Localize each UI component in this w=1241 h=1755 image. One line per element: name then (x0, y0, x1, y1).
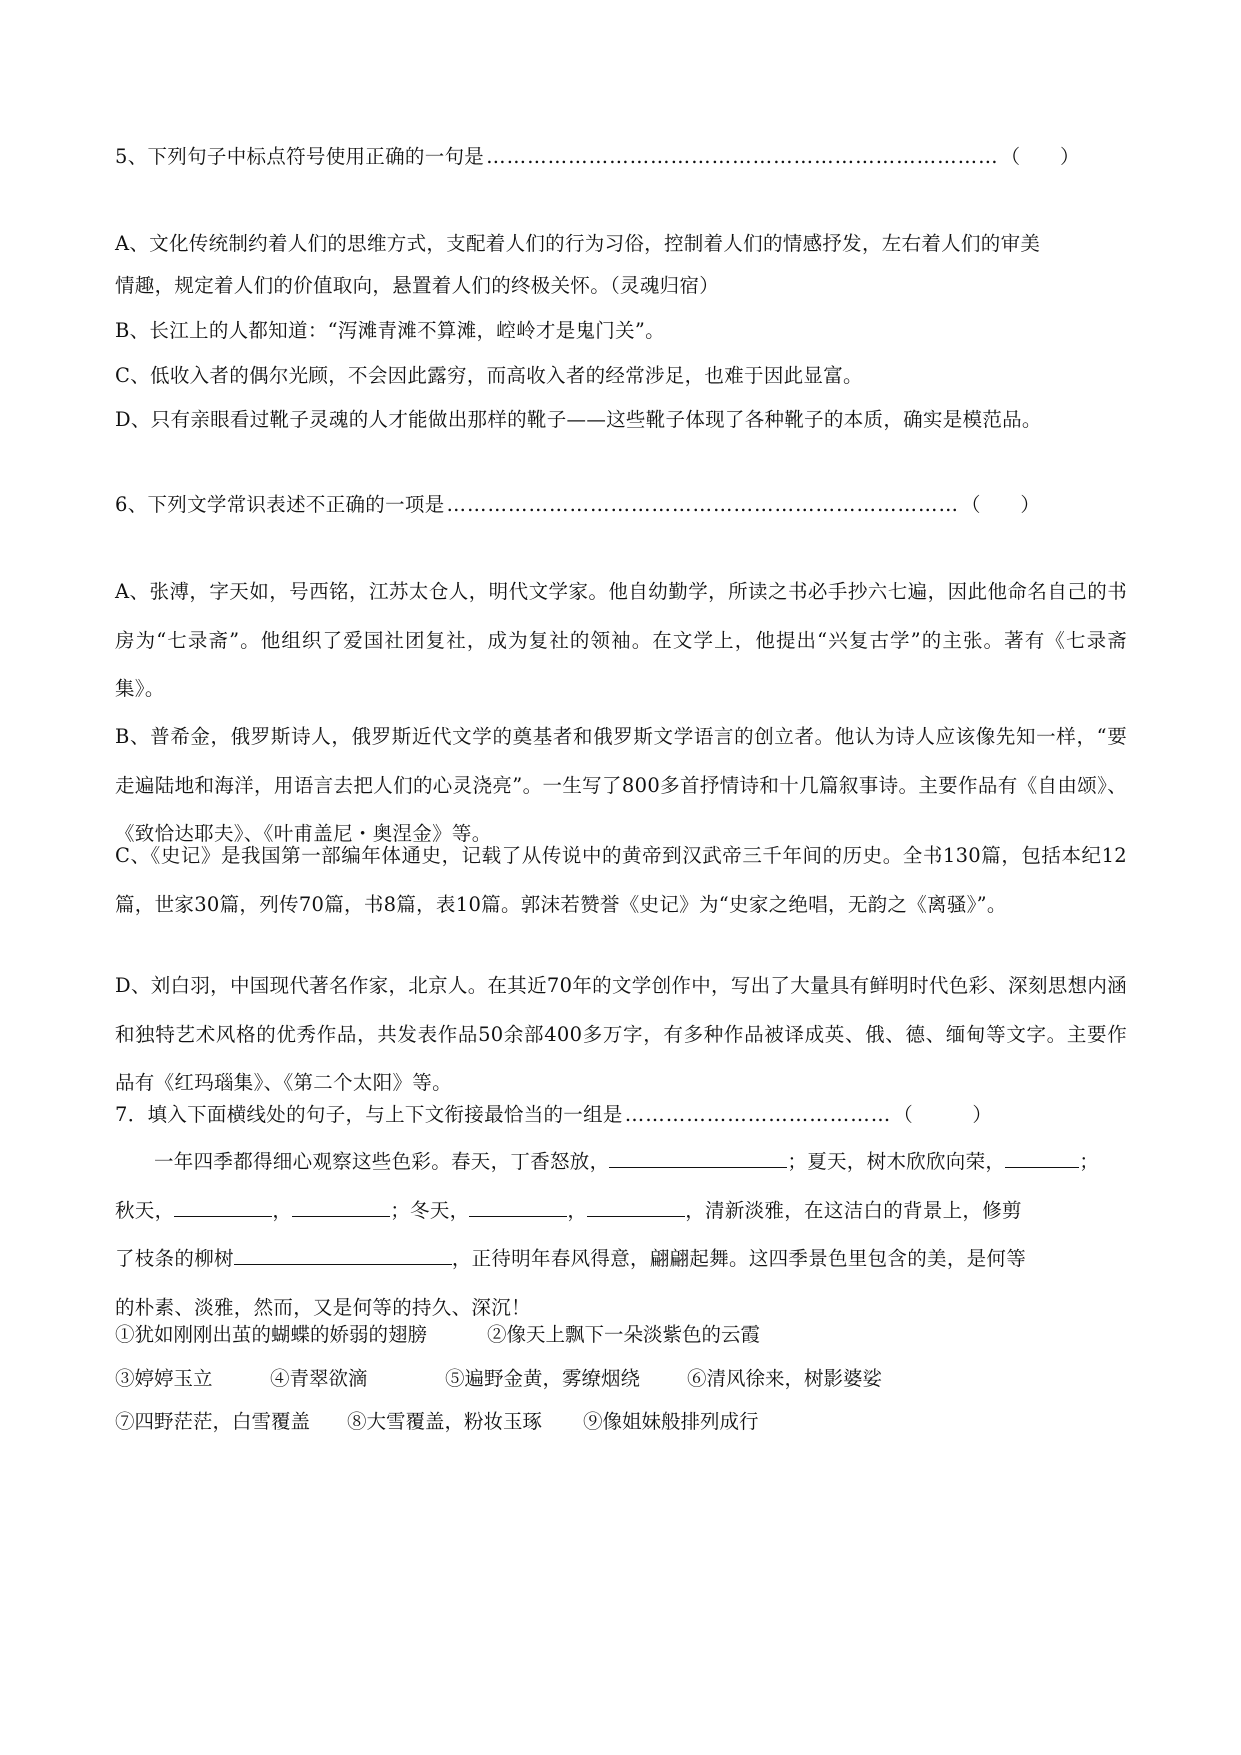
passage-text: 秋天， (115, 1198, 175, 1222)
choice-1: ①犹如刚刚出茧的蝴蝶的娇弱的翅膀 (115, 1323, 428, 1346)
q5-option-d: D、只有亲眼看过靴子灵魂的人才能做出那样的靴子——这些靴子体现了各种靴子的本质，确实是模范品。 (115, 408, 1042, 431)
q6-option-a: A、张溥，字天如，号西铭，江苏太仓人，明代文学家。他自幼勤学，所读之书必手抄六七遍，因此他命名自己的书房为“七录斋”。他组织了爱国社团复社，成为复社的领袖。在文学上，他提出“兴复古学”的主张。著有《七录斋集》。 (115, 580, 1127, 700)
choice-4: ④青翠欲滴 (270, 1367, 368, 1390)
question-5-stem (115, 143, 1080, 171)
q7-choices-row-1 (115, 1321, 760, 1349)
passage-text: 一年四季都得细心观察这些色彩。春天，丁香怒放， (154, 1150, 610, 1173)
passage-text: ；冬天， (390, 1198, 470, 1222)
question-6-stem (115, 491, 1041, 519)
passage-text: ；夏天，树木欣欣向荣， (787, 1150, 1006, 1173)
q5-option-b: B、长江上的人都知道：“泻滩青滩不算滩，崆岭才是鬼门关”。 (115, 319, 665, 342)
question-5-answer-blank: （ ） (1000, 145, 1080, 168)
passage-text: ，正待明年春风得意，翩翩起舞。这四季景色里包含的美，是何等 (451, 1247, 1027, 1270)
question-7-stem (115, 1101, 993, 1129)
q7-passage (115, 1138, 1127, 1332)
fill-blank-2[interactable] (1005, 1149, 1079, 1168)
question-7-leader-dots: ………………………………… (624, 1103, 892, 1126)
choice-9: ⑨像姐妹般排列成行 (583, 1410, 759, 1433)
question-5-leader-dots: ………………………………………………………………… (486, 145, 999, 168)
fill-blank-7[interactable] (234, 1246, 452, 1265)
choice-3: ③婷婷玉立 (115, 1367, 213, 1390)
question-6-answer-blank: （ ） (961, 493, 1041, 516)
q5-option-a-line1: A、文化传统制约着人们的思维方式，支配着人们的行为习俗，控制着人们的情感抒发，左右着人们的审美 (115, 232, 1041, 255)
q7-choices-row-3 (115, 1408, 759, 1436)
passage-text: ， (272, 1198, 293, 1222)
choice-2: ②像天上飘下一朵淡紫色的云霞 (487, 1323, 761, 1346)
choice-7: ⑦四野茫茫，白雪覆盖 (115, 1410, 311, 1433)
passage-text: ， (567, 1198, 588, 1222)
fill-blank-5[interactable] (469, 1198, 567, 1217)
choice-8: ⑧大雪覆盖，粉妆玉琢 (347, 1410, 543, 1433)
passage-text: ，清新淡雅，在这洁白的背景上，修剪 (685, 1198, 1022, 1222)
q6-option-c: C、《史记》是我国第一部编年体通史，记载了从传说中的黄帝到汉武帝三千年间的历史。全书130篇，包括本纪12篇，世家30篇，列传70篇，书8篇，表10篇。郭沫若赞誉《史记》为“史家之绝唱，无韵之《离骚》”。 (115, 844, 1127, 916)
fill-blank-4[interactable] (292, 1198, 390, 1217)
question-7-answer-blank: （ ） (893, 1103, 993, 1126)
fill-blank-1[interactable] (609, 1149, 787, 1168)
choice-6: ⑥清风徐来，树影婆娑 (687, 1367, 883, 1390)
q6-option-b: B、普希金，俄罗斯诗人，俄罗斯近代文学的奠基者和俄罗斯文学语言的创立者。他认为诗人应该像先知一样，“要走遍陆地和海洋，用语言去把人们的心灵浇亮”。一生写了800多首抒情诗和十几篇叙事诗。主要作品有《自由颂》、《致恰达耶夫》、《叶甫盖尼・奥涅金》等。 (115, 725, 1127, 845)
passage-text: 了枝条的柳树 (115, 1247, 234, 1270)
passage-text: ； (1079, 1150, 1100, 1173)
fill-blank-3[interactable] (174, 1198, 272, 1217)
question-6-leader-dots: ………………………………………………………………… (446, 493, 960, 516)
question-6-text: 6、下列文学常识表述不正确的一项是 (115, 493, 445, 516)
q5-option-a-line2: 情趣，规定着人们的价值取向，悬置着人们的终极关怀。（灵魂归宿） (115, 274, 720, 297)
passage-text: 的朴素、淡雅，然而，又是何等的持久、深沉！ (115, 1295, 531, 1319)
q6-option-d: D、刘白羽，中国现代著名作家，北京人。在其近70年的文学创作中，写出了大量具有鲜明时代色彩、深刻思想内涵和独特艺术风格的优秀作品，共发表作品50余部400多万字，有多种作品被译成英、俄、德、缅甸等文字。主要作品有《红玛瑙集》、《第二个太阳》等。 (115, 974, 1127, 1094)
question-5-text: 5、下列句子中标点符号使用正确的一句是 (115, 145, 485, 168)
q7-choices-row-2 (115, 1365, 882, 1393)
fill-blank-6[interactable] (587, 1198, 685, 1217)
q5-option-c: C、低收入者的偶尔光顾，不会因此露穷，而高收入者的经常涉足，也难于因此显富。 (115, 364, 863, 387)
question-7-text: 7．填入下面横线处的句子，与上下文衔接最恰当的一组是 (115, 1103, 623, 1126)
choice-5: ⑤遍野金黄，雾缭烟绕 (445, 1367, 641, 1390)
